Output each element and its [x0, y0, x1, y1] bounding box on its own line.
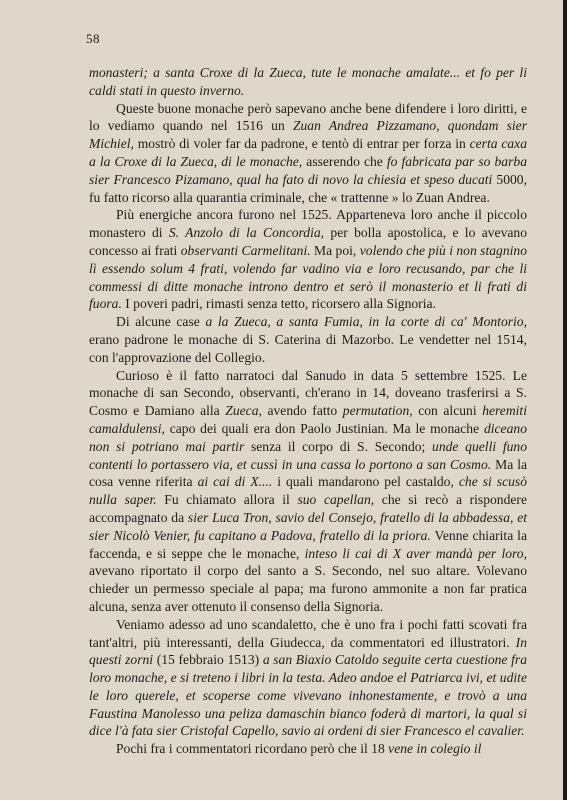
- text-run: I poveri padri, rimasti senza tetto, ricorsero alla Signoria.: [121, 296, 436, 312]
- italic-quote: Zueca,: [225, 403, 262, 419]
- text-run: Venne chiarita la faccenda, e si seppe che le monache,: [89, 527, 527, 561]
- italic-quote: che si scusò nulla saper.: [89, 474, 527, 508]
- italic-quote: volendo che più i non stagnino lì essendo solum 4 frati, volendo far vadino via e loro recusando, par che li commessi di ditte monache introno dentro et serò il monasterio et li frati di fuora.: [89, 242, 527, 312]
- paragraph: [89, 616, 527, 741]
- italic-quote: diceano non si potriano mai partir: [89, 420, 527, 454]
- text-run: Fu chiamato allora il: [156, 492, 298, 508]
- text-run: senza il corpo di S. Secondo;: [244, 438, 433, 454]
- text-run: Curioso è il fatto narratoci dal Sanudo in data 5 settembre 1525. Le monache di san Secondo, observanti, ch'erano in 14, doveano trasferirsi a S. Cosmo e Damiano alla: [89, 367, 527, 419]
- text-run: 5000, fu fatto ricorso alla quarantia criminale, che « trattenne » lo Zuan Andrea.: [89, 171, 527, 205]
- italic-quote: heremiti camaldulensi,: [89, 403, 527, 436]
- text-run: avevano riportato il corpo del santo a S. Secondo, nel suo altare. Volevano chieder un permesso speciale al papa; ma furono ammonite a non far pratica alcuna, senza aver ottenuto il consenso della Signoria.: [89, 563, 527, 614]
- text-run: Ma la cosa venne riferita: [89, 456, 528, 490]
- italic-quote: In questi zorni: [89, 634, 527, 668]
- text-run: avendo fatto: [261, 403, 343, 419]
- paragraph: [89, 64, 527, 100]
- italic-quote: a la Zueca, a santa Fumia, in la corte di ca' Montorio,: [205, 314, 527, 330]
- italic-quote: monasteri; a santa Croxe di la Zueca, tute le monache amalate... et fo per li caldi stati in questo inverno.: [89, 65, 527, 98]
- italic-quote: sier Luca Tron, savio del Consejo, fratello di la abbadessa, et sier Nicolò Venier, fu capitano a Padova, fratello di la priora.: [89, 509, 527, 543]
- text-run: con alcuni: [412, 403, 483, 419]
- italic-quote: unde quelli funo contenti lo portassero via, et cussì in una cassa lo portono a san Cosmo.: [89, 438, 527, 472]
- paragraph: [89, 313, 527, 366]
- italic-quote: Zuan Andrea Pizzamano, quondam sier Michiel,: [89, 118, 527, 152]
- italic-quote: S. Anzolo di la Concordia,: [168, 225, 325, 241]
- paragraph: [89, 367, 527, 616]
- text-run: Veniamo adesso ad uno scandaletto, che è uno fra i pochi fatti scovati fra tant'altri, più interessanti, della Giudecca, da commentatori ed illustratori.: [89, 616, 527, 650]
- italic-quote: inteso li cai di X aver mandà per loro,: [304, 545, 527, 561]
- text-run: Più energiche ancora furono nel 1525. Apparteneva loro anche il piccolo monastero di: [89, 207, 527, 241]
- italic-quote: certa caxa a la Croxe di la Zueca, di le monache,: [89, 136, 527, 169]
- italic-quote: fo fabricata par so barba sier Francesco Pizamano, qual ha fato di novo la chiesia et speso ducati: [89, 153, 527, 187]
- text-run: i quali mandarono pel castaldo,: [272, 474, 459, 490]
- text-run: (15 febbraio 1513): [153, 652, 263, 668]
- italic-quote: observanti Carmelitani.: [180, 242, 311, 258]
- italic-quote: ai cai di X....: [197, 474, 273, 490]
- italic-quote: suo capellan,: [297, 492, 375, 508]
- text-run: erano padrone le monache di S. Caterina di Mazorbo. Le vendetter nel 1514, con l'approvazione del Collegio.: [89, 331, 527, 365]
- text-run: Queste buone monache però sapevano anche bene difendere i loro diritti, e lo vediamo quando nel 1516 un: [89, 100, 527, 134]
- text-run: mostrò di voler far da padrone, e tentò di entrar per forza in: [133, 136, 470, 152]
- body-text: [89, 64, 527, 758]
- text-run: Ma poi,: [310, 242, 360, 258]
- italic-quote: a san Biaxio Catoldo seguite certa cuestione fra loro monache, e si treteno i libri in la testa. Adeo andoe el Patriarca ivi, et udite le loro querele, et scoperse come vivevano inhonestamente, e trovò a una Faustina Manolesso una peliza damaschin bianco foderà di martori, la qual si dice l'à fata sier Cristofal Capello, savio ai ordeni di sier Francesco el cavalier.: [89, 652, 527, 739]
- text-run: per bolla apostolica, e lo avevano concesso ai frati: [89, 225, 527, 258]
- text-run: Pochi fra i commentatori ricordano però che il 18: [116, 741, 389, 757]
- text-run: capo dei quali era don Paolo Justinian. Ma le monache: [164, 420, 484, 436]
- text-run: Di alcune case: [116, 314, 206, 330]
- paragraph: [89, 206, 527, 313]
- text-run: asserendo che: [302, 153, 387, 169]
- text-run: che si recò a rispondere accompagnato da: [89, 492, 527, 525]
- paragraph: [89, 100, 527, 207]
- italic-quote: vene in colegio il: [388, 741, 482, 757]
- page-number: 58: [86, 31, 100, 46]
- italic-quote: permutation,: [342, 403, 413, 419]
- paragraph: [89, 740, 527, 758]
